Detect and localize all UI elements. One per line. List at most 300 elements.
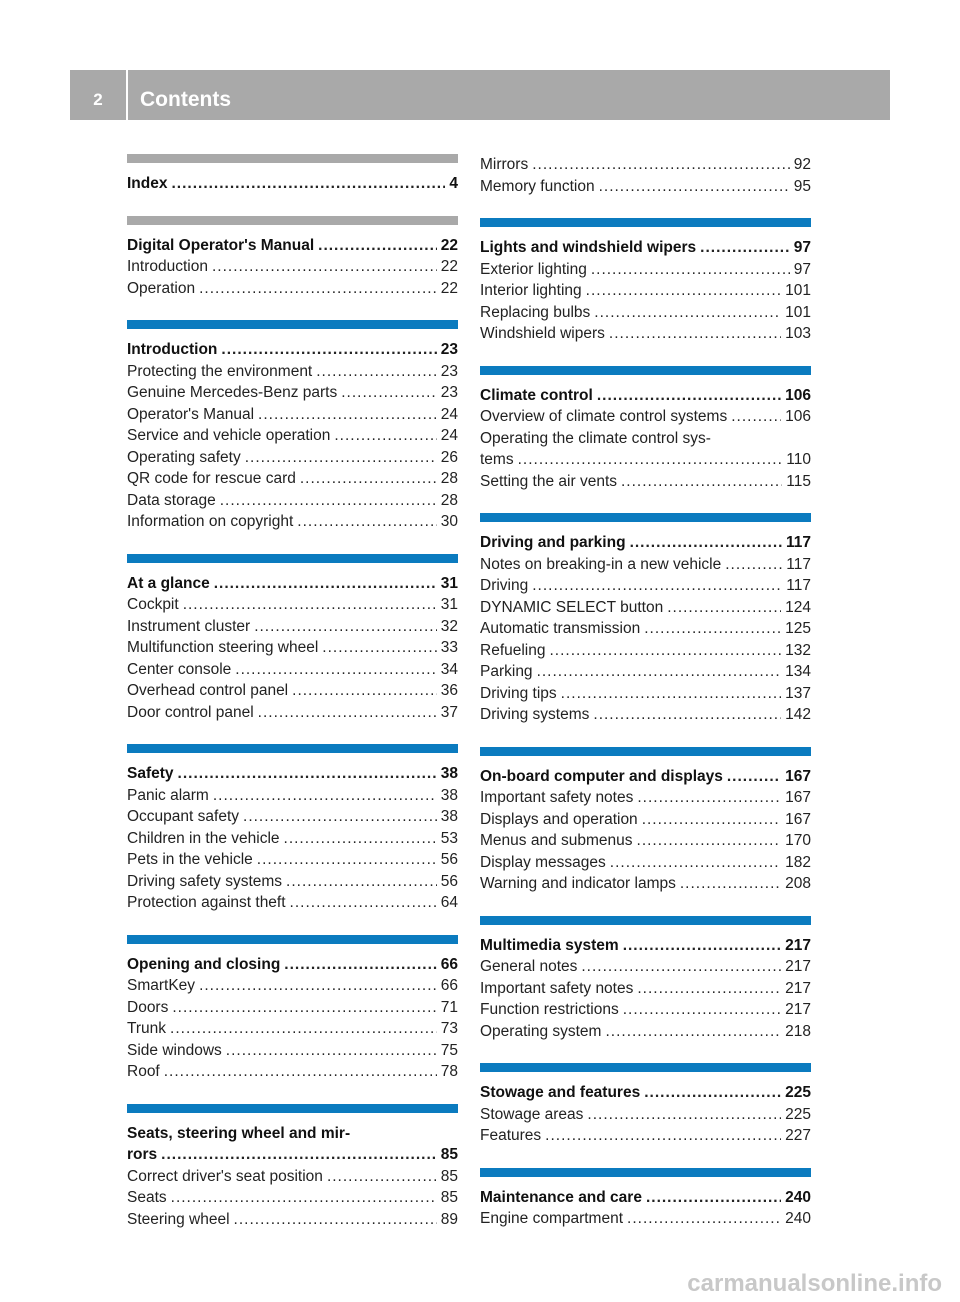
dot-leader (623, 935, 781, 957)
toc-entry-steering-wheel[interactable] (127, 1209, 458, 1231)
dot-leader (545, 1125, 781, 1147)
toc-entry-warning-and-indicator-lamps[interactable] (480, 873, 811, 895)
dot-leader (597, 385, 781, 407)
entry-page-number: 132 (785, 641, 811, 659)
entry-label: DYNAMIC SELECT button (480, 598, 664, 616)
section-heading-stowage-and-features[interactable] (480, 1082, 811, 1104)
toc-entry-operating-system[interactable] (480, 1021, 811, 1043)
entry-page-number: 117 (785, 534, 811, 551)
toc-entry-exterior-lighting[interactable] (480, 259, 811, 281)
entry-label: Replacing bulbs (480, 303, 591, 321)
dot-leader (234, 1209, 437, 1231)
toc-entry-operating-the-climate-control-sys-tems[interactable] (480, 449, 811, 471)
toc-entry-menus-and-submenus[interactable] (480, 830, 811, 852)
entry-label: Menus and submenus (480, 832, 633, 849)
dot-leader (550, 640, 782, 662)
toc-section-rors (127, 1104, 458, 1231)
section-heading-climate-control[interactable] (480, 385, 811, 407)
entry-page-number: 32 (440, 617, 458, 635)
toc-entry-driving-tips[interactable] (480, 683, 811, 705)
section-bar (127, 1104, 458, 1113)
entry-page-number: 101 (785, 282, 811, 299)
toc-entry-driving-systems[interactable] (480, 704, 811, 726)
entry-page-number: 225 (785, 1084, 811, 1101)
dot-leader (226, 1040, 437, 1062)
dot-leader (171, 173, 445, 195)
dot-leader (258, 404, 437, 426)
entry-label: Information on copyright (127, 513, 294, 530)
toc-entry-setting-the-air-vents[interactable] (480, 471, 811, 493)
entry-page-number: 38 (440, 765, 458, 782)
entry-label: Operating system (480, 1022, 602, 1040)
toc-entry-refueling[interactable] (480, 640, 811, 662)
entry-page-number: 115 (786, 472, 811, 490)
toc-entry-displays-and-operation[interactable] (480, 809, 811, 831)
entry-page-number: 24 (440, 427, 458, 444)
dot-leader (300, 468, 437, 490)
section-bar (480, 1063, 811, 1072)
entry-page-number: 85 (440, 1189, 458, 1206)
header-divider (126, 70, 128, 120)
toc-entry-dynamic-select-button[interactable] (480, 597, 811, 619)
entry-label: Cockpit (127, 596, 179, 613)
dot-leader (623, 999, 781, 1021)
entry-page-number: 97 (793, 260, 811, 278)
entry-page-number: 28 (440, 491, 458, 509)
entry-label: tems (480, 451, 514, 468)
dot-leader (581, 956, 781, 978)
section-heading-rors[interactable] (127, 1144, 458, 1166)
dot-leader (731, 406, 781, 428)
entry-page-number: 31 (440, 596, 458, 613)
entry-label: At a glance (127, 574, 210, 592)
dot-leader (284, 828, 437, 850)
toc-section-climate-control (480, 366, 811, 493)
dot-leader (532, 575, 782, 597)
entry-page-number: 167 (785, 789, 811, 806)
entry-page-number: 38 (440, 786, 458, 804)
entry-label: Automatic transmission (480, 620, 641, 637)
entry-label: Stowage and features (480, 1084, 641, 1101)
toc-entry-notes-on-breaking-in-a-new-vehicle[interactable] (480, 554, 811, 576)
toc-section-lights-and-windshield-wipers (480, 218, 811, 345)
toc-entry-roof[interactable] (127, 1061, 458, 1083)
entry-page-number: 23 (440, 362, 458, 380)
dot-leader (170, 1018, 437, 1040)
toc-entry-overhead-control-panel[interactable] (127, 680, 458, 702)
toc-entry-windshield-wipers[interactable] (480, 323, 811, 345)
section-title-line[interactable]: Seats, steering wheel and mir- (127, 1124, 351, 1142)
entry-page-number: 66 (440, 977, 458, 994)
toc-entry-multifunction-steering-wheel[interactable] (127, 637, 458, 659)
toc-entry-overview-of-climate-control-systems[interactable] (480, 406, 811, 428)
entry-page-number: 34 (440, 660, 458, 678)
toc-entry-automatic-transmission[interactable] (480, 618, 811, 640)
entry-page-number: 134 (785, 663, 811, 680)
dot-leader (235, 659, 436, 681)
dot-leader (599, 176, 790, 198)
toc-entry-important-safety-notes[interactable] (480, 978, 811, 1000)
entry-label: Display messages (480, 853, 606, 871)
entry-page-number: 56 (440, 851, 458, 868)
dot-leader (334, 425, 436, 447)
toc-entry-parking[interactable] (480, 661, 811, 683)
entry-label: Genuine Mercedes-Benz parts (127, 384, 338, 401)
page-number: 2 (93, 90, 103, 109)
entry-page-number: 36 (440, 682, 458, 699)
entry-label: Refueling (480, 641, 546, 659)
toc-entry-engine-compartment[interactable] (480, 1208, 811, 1230)
dot-leader (172, 997, 436, 1019)
dot-leader (644, 618, 781, 640)
entry-page-number: 167 (785, 767, 811, 785)
dot-leader (646, 1187, 781, 1209)
entry-label: Parking (480, 663, 533, 680)
toc-entry-driving-safety-systems[interactable] (127, 871, 458, 893)
entry-label: Multimedia system (480, 936, 619, 954)
dot-leader (183, 594, 437, 616)
dot-leader (221, 339, 436, 361)
page-title: Contents (140, 88, 231, 111)
entry-label: Steering wheel (127, 1210, 230, 1228)
toc-entry-genuine-mercedes-benz-parts[interactable] (127, 382, 458, 404)
entry-label: Interior lighting (480, 282, 582, 299)
entry-label: Occupant safety (127, 808, 240, 825)
entry-label: Operator's Manual (127, 405, 255, 423)
dot-leader (254, 616, 437, 638)
section-bar (480, 916, 811, 925)
entry-label: Driving tips (480, 684, 557, 702)
entry-label: Driving and parking (480, 534, 626, 551)
toc-right-column (480, 154, 811, 1251)
entry-label: Important safety notes (480, 979, 634, 997)
entry-label: Side windows (127, 1041, 222, 1059)
entry-label: SmartKey (127, 977, 196, 994)
dot-leader (199, 975, 437, 997)
entry-label: General notes (480, 958, 578, 975)
entry-page-number: 85 (440, 1167, 458, 1185)
dot-leader (667, 597, 781, 619)
section-bar (127, 744, 458, 753)
dot-leader (644, 1082, 781, 1104)
entry-page-number: 110 (786, 451, 811, 468)
entry-page-number: 23 (440, 341, 458, 358)
entry-page-number: 22 (440, 236, 458, 254)
entry-page-number: 38 (440, 808, 458, 825)
toc-section-digital-operator-s-manual (127, 216, 458, 300)
section-heading-index[interactable] (127, 173, 458, 195)
dot-leader (164, 1061, 437, 1083)
section-bar (480, 747, 811, 756)
entry-page-number: 24 (440, 405, 458, 423)
entry-page-number: 30 (440, 513, 458, 530)
toc-entry-service-and-vehicle-operation[interactable] (127, 425, 458, 447)
dot-leader (605, 1021, 781, 1043)
watermark: carmanualsonline.info (687, 1270, 942, 1297)
dot-leader (284, 954, 436, 976)
entry-label: Protection against theft (127, 894, 286, 911)
toc-entry-introduction[interactable] (127, 256, 458, 278)
toc-entry-children-in-the-vehicle[interactable] (127, 828, 458, 850)
toc-entry-doors[interactable] (127, 997, 458, 1019)
dot-leader (700, 237, 790, 259)
section-heading-driving-and-parking[interactable] (480, 532, 811, 554)
entry-page-number: 227 (785, 1127, 811, 1144)
section-heading-introduction[interactable] (127, 339, 458, 361)
dot-leader (161, 1144, 437, 1166)
toc-section-stowage-and-features (480, 1063, 811, 1147)
entry-page-number: 106 (785, 386, 811, 404)
entry-label: Data storage (127, 491, 216, 509)
toc-entry-general-notes[interactable] (480, 956, 811, 978)
toc-entry-door-control-panel[interactable] (127, 702, 458, 724)
dot-leader (327, 1166, 437, 1188)
entry-page-number: 103 (785, 325, 811, 342)
entry-page-number: 217 (785, 936, 811, 954)
dot-leader (322, 637, 436, 659)
toc-entry-center-console[interactable] (127, 659, 458, 681)
dot-leader (245, 447, 437, 469)
entry-label: Maintenance and care (480, 1188, 642, 1206)
entry-page-number: 89 (440, 1210, 458, 1228)
entry-label: Correct driver's seat position (127, 1167, 323, 1185)
toc-section-introduction (127, 320, 458, 533)
dot-leader (610, 852, 781, 874)
toc-entry-seats[interactable] (127, 1187, 458, 1209)
dot-leader (243, 806, 437, 828)
entry-label: Mirrors (480, 156, 529, 173)
entry-page-number: 170 (785, 832, 811, 849)
entry-label: Displays and operation (480, 810, 638, 828)
section-heading-at-a-glance[interactable] (127, 573, 458, 595)
entry-page-number: 124 (785, 598, 811, 616)
entry-page-number: 22 (440, 279, 458, 297)
dot-leader (199, 278, 437, 300)
toc-section-multimedia-system (480, 916, 811, 1043)
toc-entry-display-messages[interactable] (480, 852, 811, 874)
entry-label: Instrument cluster (127, 617, 251, 635)
toc-entry-panic-alarm[interactable] (127, 785, 458, 807)
dot-leader (171, 1187, 437, 1209)
entry-page-number: 167 (785, 810, 811, 828)
toc-entry-cockpit[interactable] (127, 594, 458, 616)
entry-label: On-board computer and displays (480, 767, 723, 785)
entry-label: Climate control (480, 386, 593, 404)
toc-entry-smartkey[interactable] (127, 975, 458, 997)
entry-label: Engine compartment (480, 1210, 624, 1227)
entry-label: Function restrictions (480, 1001, 619, 1018)
section-heading-lights-and-windshield-wipers[interactable] (480, 237, 811, 259)
entry-page-number: 208 (785, 875, 811, 892)
section-heading-digital-operator-s-manual[interactable] (127, 235, 458, 257)
entry-page-number: 218 (785, 1022, 811, 1040)
entry-label: Memory function (480, 177, 595, 195)
entry-label: Trunk (127, 1020, 167, 1037)
toc-entry-trunk[interactable] (127, 1018, 458, 1040)
entry-page-number: 182 (785, 853, 811, 871)
entry-page-number: 71 (440, 998, 458, 1016)
entry-page-number: 137 (785, 684, 811, 702)
entry-label: Driving (480, 577, 529, 594)
toc-entry-line[interactable]: Operating the climate control sys- (480, 429, 711, 447)
entry-label: Overview of climate control systems (480, 408, 728, 425)
dot-leader (637, 978, 781, 1000)
toc-entry-driving[interactable] (480, 575, 811, 597)
entry-page-number: 56 (440, 872, 458, 890)
dot-leader (591, 259, 790, 281)
dot-leader (257, 849, 437, 871)
entry-page-number: 217 (785, 979, 811, 997)
entry-label: Warning and indicator lamps (480, 875, 676, 892)
toc-entry-protection-against-theft[interactable] (127, 892, 458, 914)
dot-leader (220, 490, 437, 512)
entry-page-number: 217 (785, 958, 811, 975)
page-header (70, 70, 890, 120)
section-bar (127, 216, 458, 225)
entry-label: Roof (127, 1063, 160, 1080)
toc-entry-function-restrictions[interactable] (480, 999, 811, 1021)
dot-leader (587, 1104, 781, 1126)
entry-page-number: 125 (785, 620, 811, 637)
dot-leader (630, 532, 782, 554)
section-heading-multimedia-system[interactable] (480, 935, 811, 957)
entry-page-number: 28 (440, 470, 458, 487)
toc-entry-important-safety-notes[interactable] (480, 787, 811, 809)
toc-entry-stowage-areas[interactable] (480, 1104, 811, 1126)
entry-label: rors (127, 1146, 158, 1163)
entry-label: Windshield wipers (480, 325, 605, 342)
toc-entry-memory-function[interactable] (480, 176, 811, 198)
dot-leader (627, 1208, 781, 1230)
entry-page-number: 85 (440, 1146, 458, 1163)
entry-page-number: 66 (440, 955, 458, 973)
dot-leader (341, 382, 437, 404)
toc-entry-occupant-safety[interactable] (127, 806, 458, 828)
entry-label: Panic alarm (127, 786, 209, 804)
toc-entry-replacing-bulbs[interactable] (480, 302, 811, 324)
toc-entry-correct-driver-s-seat-position[interactable] (127, 1166, 458, 1188)
entry-label: Door control panel (127, 703, 254, 721)
toc-section-on-board-computer-and-displays (480, 747, 811, 895)
entry-page-number: 97 (793, 239, 811, 256)
entry-page-number: 37 (440, 703, 458, 721)
entry-label: Multifunction steering wheel (127, 639, 319, 656)
toc-section (480, 154, 811, 197)
dot-leader (178, 763, 437, 785)
dot-leader (637, 830, 782, 852)
toc-entry-information-on-copyright[interactable] (127, 511, 458, 533)
toc-section-at-a-glance (127, 554, 458, 724)
dot-leader (727, 766, 781, 788)
entry-label: Exterior lighting (480, 260, 587, 278)
toc-entry-qr-code-for-rescue-card[interactable] (127, 468, 458, 490)
toc-entry-features[interactable] (480, 1125, 811, 1147)
dot-leader (258, 702, 437, 724)
toc-section-opening-and-closing (127, 935, 458, 1083)
section-bar (127, 554, 458, 563)
entry-label: Overhead control panel (127, 682, 289, 699)
section-heading-opening-and-closing[interactable] (127, 954, 458, 976)
toc-entry-interior-lighting[interactable] (480, 280, 811, 302)
entry-page-number: 31 (440, 574, 458, 592)
entry-page-number: 142 (785, 706, 811, 723)
entry-label: Introduction (127, 258, 208, 275)
dot-leader (318, 235, 437, 257)
entry-label: Center console (127, 660, 232, 678)
toc-entry-side-windows[interactable] (127, 1040, 458, 1062)
entry-label: Introduction (127, 341, 218, 358)
dot-leader (621, 471, 782, 493)
entry-label: Service and vehicle operation (127, 427, 331, 444)
toc-section-driving-and-parking (480, 513, 811, 726)
entry-label: Important safety notes (480, 789, 634, 806)
entry-label: Features (480, 1127, 542, 1144)
section-heading-maintenance-and-care[interactable] (480, 1187, 811, 1209)
section-heading-safety[interactable] (127, 763, 458, 785)
dot-leader (214, 573, 437, 595)
entry-page-number: 26 (440, 448, 458, 466)
entry-label: Stowage areas (480, 1105, 584, 1123)
dot-leader (642, 809, 781, 831)
dot-leader (594, 302, 781, 324)
dot-leader (680, 873, 781, 895)
entry-page-number: 4 (449, 175, 458, 192)
entry-label: Opening and closing (127, 955, 281, 973)
toc-entry-mirrors[interactable] (480, 154, 811, 176)
entry-page-number: 33 (440, 639, 458, 656)
dot-leader (609, 323, 781, 345)
section-bar (127, 154, 458, 163)
entry-label: Digital Operator's Manual (127, 236, 315, 254)
section-bar (480, 218, 811, 227)
entry-label: Operation (127, 279, 196, 297)
entry-label: Lights and windshield wipers (480, 239, 697, 256)
entry-label: Seats (127, 1189, 167, 1206)
entry-page-number: 225 (785, 1105, 811, 1123)
entry-page-number: 95 (793, 177, 811, 195)
entry-label: Driving safety systems (127, 872, 283, 890)
entry-label: Protecting the environment (127, 362, 313, 380)
dot-leader (593, 704, 781, 726)
dot-leader (290, 892, 437, 914)
entry-page-number: 101 (785, 303, 811, 321)
entry-label: Setting the air vents (480, 472, 617, 490)
entry-label: Safety (127, 765, 174, 782)
dot-leader (586, 280, 781, 302)
dot-leader (532, 154, 790, 176)
toc-left-column (127, 154, 458, 1251)
toc-entry-operation[interactable] (127, 278, 458, 300)
toc-entry-protecting-the-environment[interactable] (127, 361, 458, 383)
entry-label: Driving systems (480, 706, 590, 723)
dot-leader (518, 449, 783, 471)
section-bar (480, 513, 811, 522)
entry-page-number: 22 (440, 258, 458, 275)
entry-page-number: 106 (785, 408, 811, 425)
section-heading-on-board-computer-and-displays[interactable] (480, 766, 811, 788)
toc-entry-operating-safety[interactable] (127, 447, 458, 469)
entry-page-number: 78 (440, 1063, 458, 1080)
entry-label: Operating safety (127, 448, 241, 466)
section-bar (480, 1168, 811, 1177)
toc-entry-data-storage[interactable] (127, 490, 458, 512)
dot-leader (637, 787, 781, 809)
toc-entry-pets-in-the-vehicle[interactable] (127, 849, 458, 871)
dot-leader (297, 511, 436, 533)
toc-entry-instrument-cluster[interactable] (127, 616, 458, 638)
dot-leader (316, 361, 437, 383)
toc-entry-operator-s-manual[interactable] (127, 404, 458, 426)
